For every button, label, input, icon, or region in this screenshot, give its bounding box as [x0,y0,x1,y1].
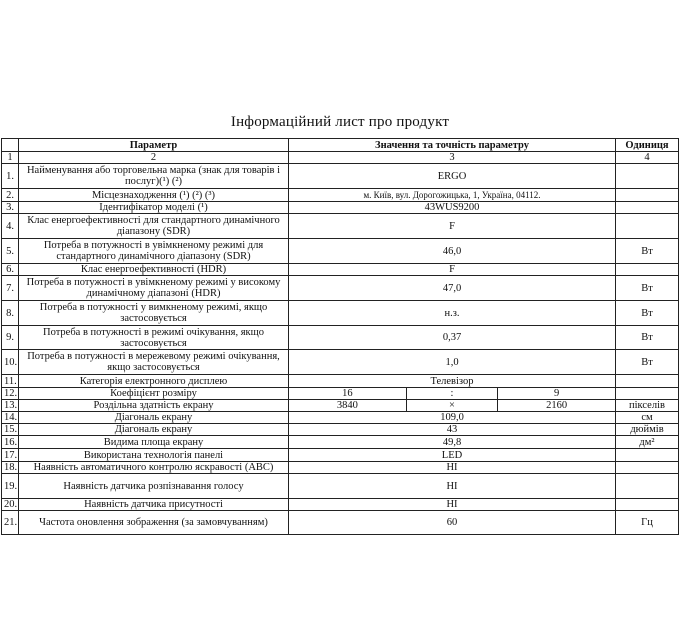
table-row [2,189,679,202]
value-separator: × [406,400,498,411]
parameter-cell: Потреба в потужності в режимі очікування, якщо застосовується [19,326,289,350]
row-number: 8. [2,301,19,326]
table-row [2,474,679,499]
value-cell: 46,0 [289,239,616,264]
table-row [2,400,679,412]
parameter-cell: Наявність датчика присутності [19,499,289,511]
row-number: 13. [2,400,19,412]
parameter-cell: Потреба в потужності у вимкненому режимі, якщо застосовується [19,301,289,326]
header-unit: Одиниця [616,139,679,152]
parameter-cell: Діагональ екрану [19,424,289,436]
row-number: 3. [2,202,19,214]
unit-cell [616,375,679,388]
value-cell: н.з. [289,301,616,326]
unit-cell: дюймів [616,424,679,436]
value-cell: 47,0 [289,276,616,301]
value-cell: м. Київ, вул. Дорогожицька, 1, Україна, 04112. [289,189,616,202]
row-number: 2. [2,189,19,202]
value-cell: 43WUS9200 [289,202,616,214]
value-cell: НІ [289,499,616,511]
row-number: 5. [2,239,19,264]
header-param: Параметр [19,139,289,152]
unit-cell [616,189,679,202]
parameter-cell: Клас енергоефективності (HDR) [19,264,289,276]
value-cell: 0,37 [289,326,616,350]
row-number: 15. [2,424,19,436]
value-cell: НІ [289,462,616,474]
value-b: 2160 [546,400,568,411]
parameter-cell: Діагональ екрану [19,412,289,424]
unit-cell [616,449,679,462]
table-row [2,462,679,474]
value-cell: 43 [289,424,616,436]
value-cell [289,400,616,412]
value-cell: 49,8 [289,436,616,449]
value-cell: F [289,264,616,276]
table-row [2,202,679,214]
unit-cell [616,214,679,239]
header-value: Значення та точність параметру [289,139,616,152]
table-row [2,301,679,326]
parameter-cell: Найменування або торговельна марка (знак для товарів і послуг)(¹) (²) [19,164,289,189]
parameter-cell: Ідентифікатор моделі (¹) [19,202,289,214]
table-row [2,164,679,189]
unit-cell [616,474,679,499]
value-separator: : [406,388,498,399]
unit-cell: Гц [616,511,679,535]
value-cell: 1,0 [289,350,616,375]
value-cell [289,388,616,400]
header-num [2,139,19,152]
unit-cell [616,388,679,400]
column-number: 4 [616,152,679,164]
row-number: 6. [2,264,19,276]
unit-cell [616,264,679,276]
column-number-row [2,152,679,164]
table-row [2,388,679,400]
table-row [2,499,679,511]
table-row [2,326,679,350]
row-number: 17. [2,449,19,462]
page-title: Інформаційний лист про продукт [230,114,450,130]
column-number: 3 [289,152,616,164]
parameter-cell: Роздільна здатність екрану [19,400,289,412]
unit-cell: Вт [616,276,679,301]
column-number: 2 [19,152,289,164]
table-row [2,276,679,301]
table-row [2,350,679,375]
unit-cell [616,202,679,214]
unit-cell: дм² [616,436,679,449]
parameter-cell: Частота оновлення зображення (за замовчуванням) [19,511,289,535]
unit-cell: см [616,412,679,424]
table-row [2,412,679,424]
row-number: 10. [2,350,19,375]
value-cell: ERGO [289,164,616,189]
parameter-cell: Коефіцієнт розміру [19,388,289,400]
row-number: 21. [2,511,19,535]
table-row [2,449,679,462]
parameter-cell: Наявність автоматичного контролю яскравості (ABC) [19,462,289,474]
row-number: 16. [2,436,19,449]
value-cell: НІ [289,474,616,499]
row-number: 12. [2,388,19,400]
row-number: 20. [2,499,19,511]
column-number: 1 [2,152,19,164]
unit-cell [616,164,679,189]
parameter-cell: Місцезнаходження (¹) (²) (³) [19,189,289,202]
value-a: 3840 [289,400,406,411]
parameter-cell: Потреба в потужності в мережевому режимі очікування, якщо застосовується [19,350,289,375]
row-number: 14. [2,412,19,424]
value-cell: F [289,214,616,239]
table-row [2,239,679,264]
value-b: 9 [554,388,560,399]
table-row [2,214,679,239]
value-cell: 60 [289,511,616,535]
parameter-cell: Клас енергоефективності для стандартного динамічного діапазону (SDR) [19,214,289,239]
parameter-cell: Категорія електронного дисплею [19,375,289,388]
unit-cell [616,499,679,511]
row-number: 4. [2,214,19,239]
parameter-cell: Наявність датчика розпізнавання голосу [19,474,289,499]
value-cell: Телевізор [289,375,616,388]
value-cell: 109,0 [289,412,616,424]
value-a: 16 [289,388,406,399]
unit-cell: Вт [616,239,679,264]
parameter-cell: Видима площа екрану [19,436,289,449]
row-number: 7. [2,276,19,301]
unit-cell: Вт [616,301,679,326]
parameter-cell: Потреба в потужності в увімкненому режимі у високому динамічному діапазоні (HDR) [19,276,289,301]
parameter-cell: Використана технологія панелі [19,449,289,462]
table-row [2,511,679,535]
row-number: 18. [2,462,19,474]
row-number: 19. [2,474,19,499]
table-row [2,424,679,436]
row-number: 1. [2,164,19,189]
row-number: 9. [2,326,19,350]
table-row [2,436,679,449]
unit-cell: Вт [616,326,679,350]
unit-cell: пікселів [616,400,679,412]
product-info-table [1,138,679,535]
row-number: 11. [2,375,19,388]
unit-cell [616,462,679,474]
table-row [2,264,679,276]
table-row [2,375,679,388]
header-row [2,139,679,152]
parameter-cell: Потреба в потужності в увімкненому режимі для стандартного динамічного діапазону (SDR) [19,239,289,264]
unit-cell: Вт [616,350,679,375]
value-cell: LED [289,449,616,462]
